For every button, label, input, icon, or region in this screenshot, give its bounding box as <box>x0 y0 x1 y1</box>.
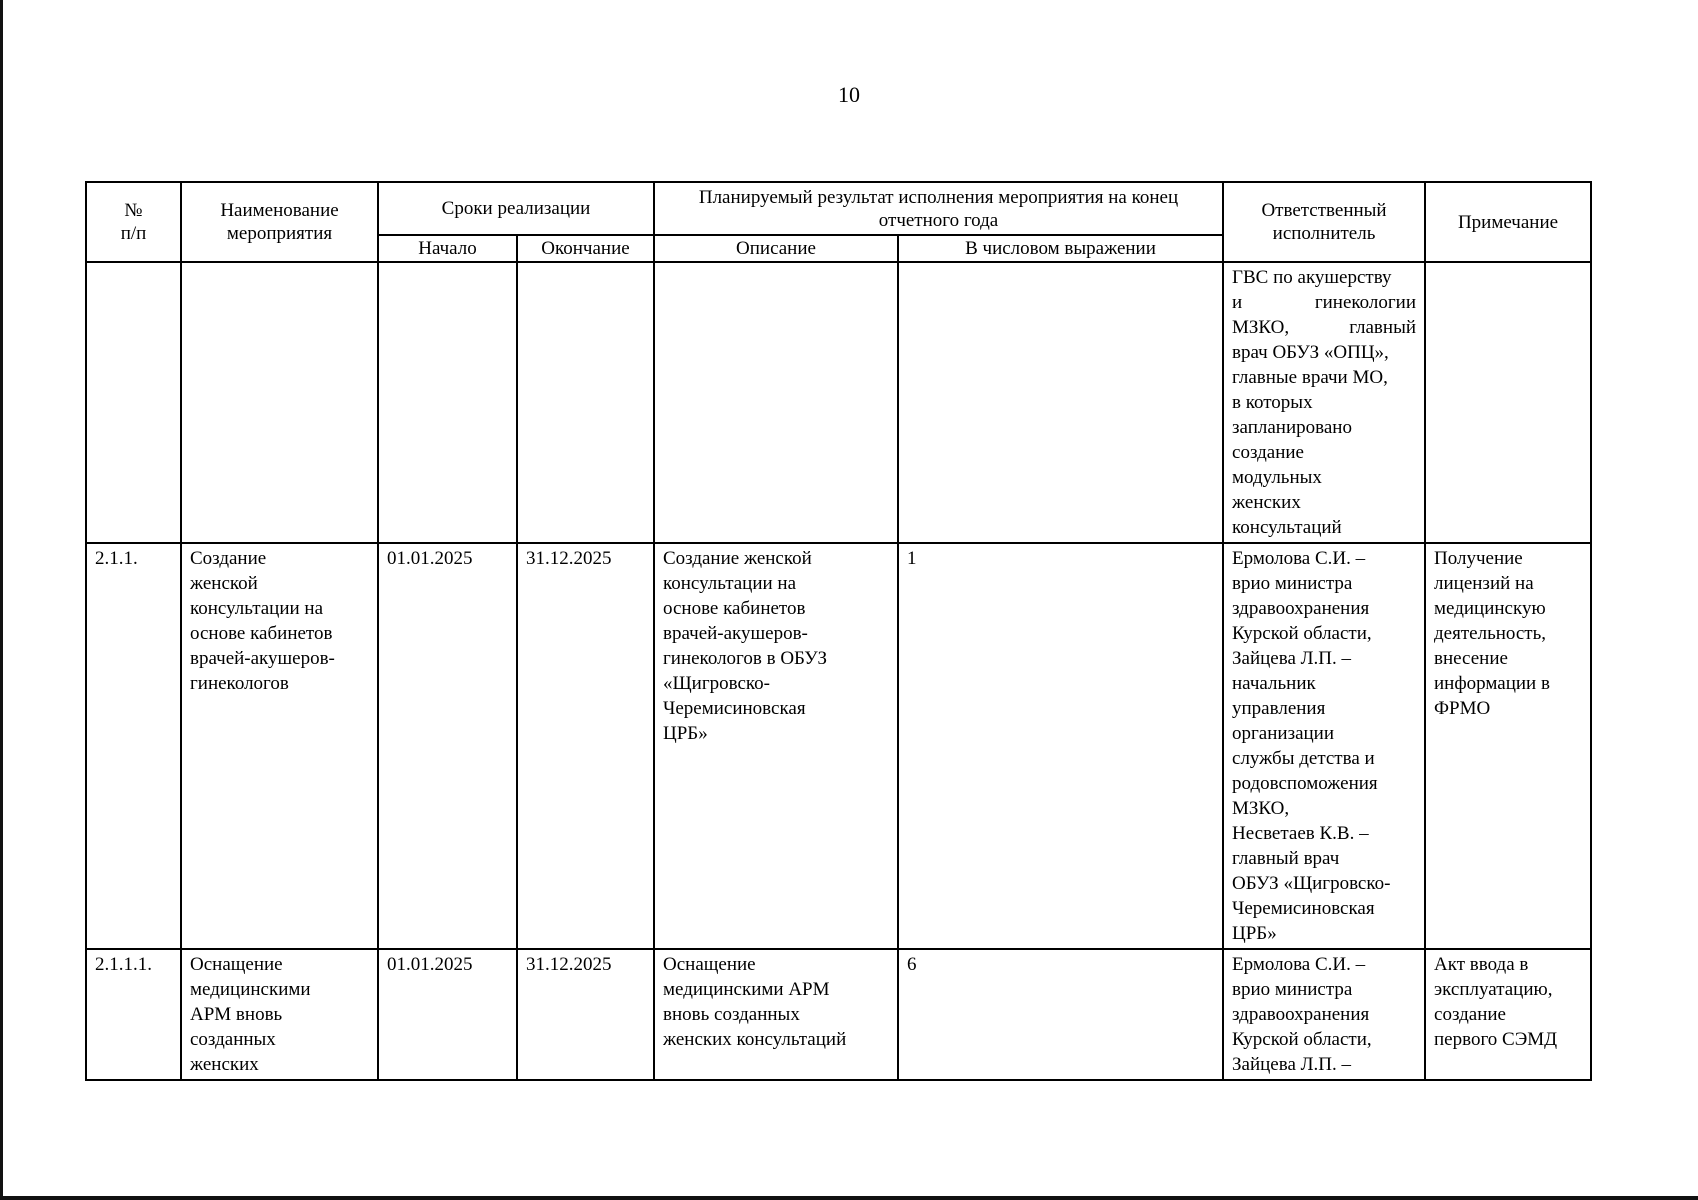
row-description: Оснащение медицинскими АРМ вновь созданных женских консультаций <box>654 949 898 1080</box>
responsible-line: и гинекологии <box>1232 292 1417 313</box>
row-numeric-value <box>898 262 1223 543</box>
table-row <box>86 949 1591 1080</box>
responsible-line: консультаций <box>1232 517 1342 538</box>
header-note: Примечание <box>1425 182 1591 262</box>
header-terms: Сроки реализации <box>378 182 654 235</box>
header-measure-name: Наименование мероприятия <box>181 182 378 262</box>
row-note <box>1425 262 1591 543</box>
scan-edge-left <box>0 0 3 1200</box>
header-planned-result: Планируемый результат исполнения мероприятия на конец отчетного года <box>654 182 1223 235</box>
row-note: Акт ввода в эксплуатацию, создание первого СЭМД <box>1425 949 1591 1080</box>
row-description: Создание женской консультации на основе кабинетов врачей-акушеров- гинекологов в ОБУЗ «Щигровско- Черемисиновская ЦРБ» <box>654 543 898 949</box>
row-responsible <box>1223 262 1425 543</box>
row-measure-name: Оснащение медицинскими АРМ вновь созданных женских <box>181 949 378 1080</box>
responsible-line: ГВС по акушерству <box>1232 267 1392 288</box>
row-number: 2.1.1. <box>86 543 181 949</box>
row-number: 2.1.1.1. <box>86 949 181 1080</box>
header-responsible: Ответственный исполнитель <box>1223 182 1425 262</box>
row-measure-name: Создание женской консультации на основе кабинетов врачей-акушеров- гинекологов <box>181 543 378 949</box>
responsible-line: врач ОБУЗ «ОПЦ», <box>1232 342 1389 363</box>
header-start: Начало <box>378 235 517 262</box>
table-header <box>86 182 1591 262</box>
row-description <box>654 262 898 543</box>
row-end-date: 31.12.2025 <box>517 543 654 949</box>
table-row <box>86 543 1591 949</box>
responsible-line: главные врачи МО, <box>1232 367 1388 388</box>
row-note: Получение лицензий на медицинскую деятельность, внесение информации в ФРМО <box>1425 543 1591 949</box>
responsible-line: МЗКО, главный <box>1232 317 1417 338</box>
responsible-line: модульных <box>1232 467 1322 488</box>
responsible-line: создание <box>1232 442 1304 463</box>
row-numeric-value: 6 <box>898 949 1223 1080</box>
row-responsible: Ермолова С.И. – врио министра здравоохранения Курской области, Зайцева Л.П. – начальник управления организации службы детства и родовспоможения МЗКО, Несветаев К.В. – главный врач ОБУЗ «Щигровско- Черемисиновская ЦРБ» <box>1223 543 1425 949</box>
header-result-description: Описание <box>654 235 898 262</box>
row-start-date <box>378 262 517 543</box>
row-responsible: Ермолова С.И. – врио министра здравоохранения Курской области, Зайцева Л.П. – <box>1223 949 1425 1080</box>
row-number <box>86 262 181 543</box>
responsible-line: в которых <box>1232 392 1313 413</box>
row-numeric-value: 1 <box>898 543 1223 949</box>
row-measure-name <box>181 262 378 543</box>
row-end-date <box>517 262 654 543</box>
responsible-line: женских <box>1232 492 1301 513</box>
measures-table <box>85 181 1592 1081</box>
header-end: Окончание <box>517 235 654 262</box>
row-end-date: 31.12.2025 <box>517 949 654 1080</box>
table-row <box>86 262 1591 543</box>
header-result-numeric: В числовом выражении <box>898 235 1223 262</box>
responsible-line: запланировано <box>1232 417 1352 438</box>
row-start-date: 01.01.2025 <box>378 543 517 949</box>
row-start-date: 01.01.2025 <box>378 949 517 1080</box>
scan-edge-bottom <box>0 1196 1698 1200</box>
page-number: 10 <box>838 82 860 107</box>
header-number: № п/п <box>86 182 181 262</box>
